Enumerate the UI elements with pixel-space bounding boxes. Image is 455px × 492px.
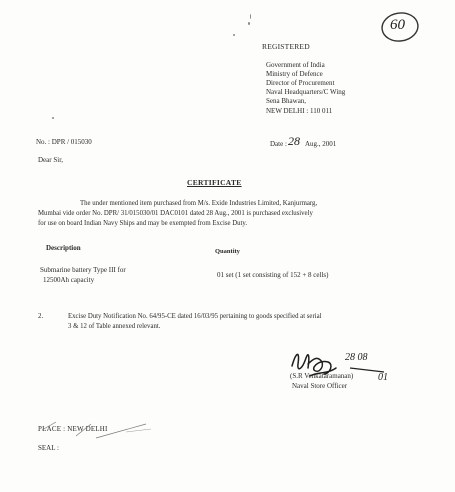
signatory-designation: Naval Store Officer	[292, 382, 348, 390]
paragraph-1-line: for use on board Indian Navy Ships and may be exempted from Excise Duty.	[38, 220, 248, 227]
signature-year-handwritten: 01	[378, 372, 388, 383]
paragraph-2-line: Excise Duty Notification No. 64/95-CE dated 16/03/95 pertaining to goods specified at serial	[68, 313, 322, 320]
certificate-title: CERTIFICATE	[187, 178, 242, 187]
item-quantity: 01 set (1 set consisting of 152 + 8 cells)	[217, 271, 329, 279]
address-line: Government of India	[266, 61, 325, 69]
date-rest: Aug., 2001	[305, 140, 337, 148]
address-line: Naval Headquarters/C Wing	[266, 88, 346, 96]
salutation: Dear Sir,	[38, 156, 63, 164]
seal-label: SEAL :	[38, 444, 59, 452]
item-description-line: Submarine battery Type III for	[40, 266, 126, 274]
paragraph-2-line: 3 & 12 of Table annexed relevant.	[68, 323, 161, 330]
item-description-line: 12500Ah capacity	[43, 276, 95, 284]
scan-speck	[248, 22, 250, 25]
scan-speck	[52, 117, 54, 119]
scan-speck	[233, 34, 235, 36]
quantity-header: Quantity	[215, 248, 240, 255]
place-label: PLACE : NEW DELHI	[38, 425, 108, 433]
registered-label: REGISTERED	[262, 42, 310, 51]
date-day-handwritten: 28	[288, 134, 300, 148]
reference-number: No. : DPR / 015030	[36, 138, 92, 146]
address-line: Ministry of Defence	[266, 70, 323, 78]
paragraph-2-number: 2.	[38, 312, 44, 320]
signature-date-handwritten: 28 08	[345, 352, 368, 363]
description-header: Description	[46, 244, 81, 252]
paragraph-1-line: Mumbai vide order No. DPR/ 31/015030/01 DAC0101 dated 28 Aug., 2001 is purchased exclusively	[38, 210, 313, 217]
signatory-name: (S.R Venkataramanan)	[290, 372, 354, 380]
address-line: Director of Procurement	[266, 79, 335, 87]
address-line: Sena Bhawan,	[266, 97, 307, 105]
address-line: NEW DELHI : 110 011	[266, 107, 333, 115]
place-stamp-smudge	[36, 420, 156, 440]
page-number: 60	[390, 17, 405, 33]
date-label: Date :	[270, 140, 287, 148]
paragraph-1-line: The under mentioned item purchased from M/s. Exide Industries Limited, Kanjurmarg,	[80, 200, 318, 207]
scan-speck	[250, 14, 251, 19]
